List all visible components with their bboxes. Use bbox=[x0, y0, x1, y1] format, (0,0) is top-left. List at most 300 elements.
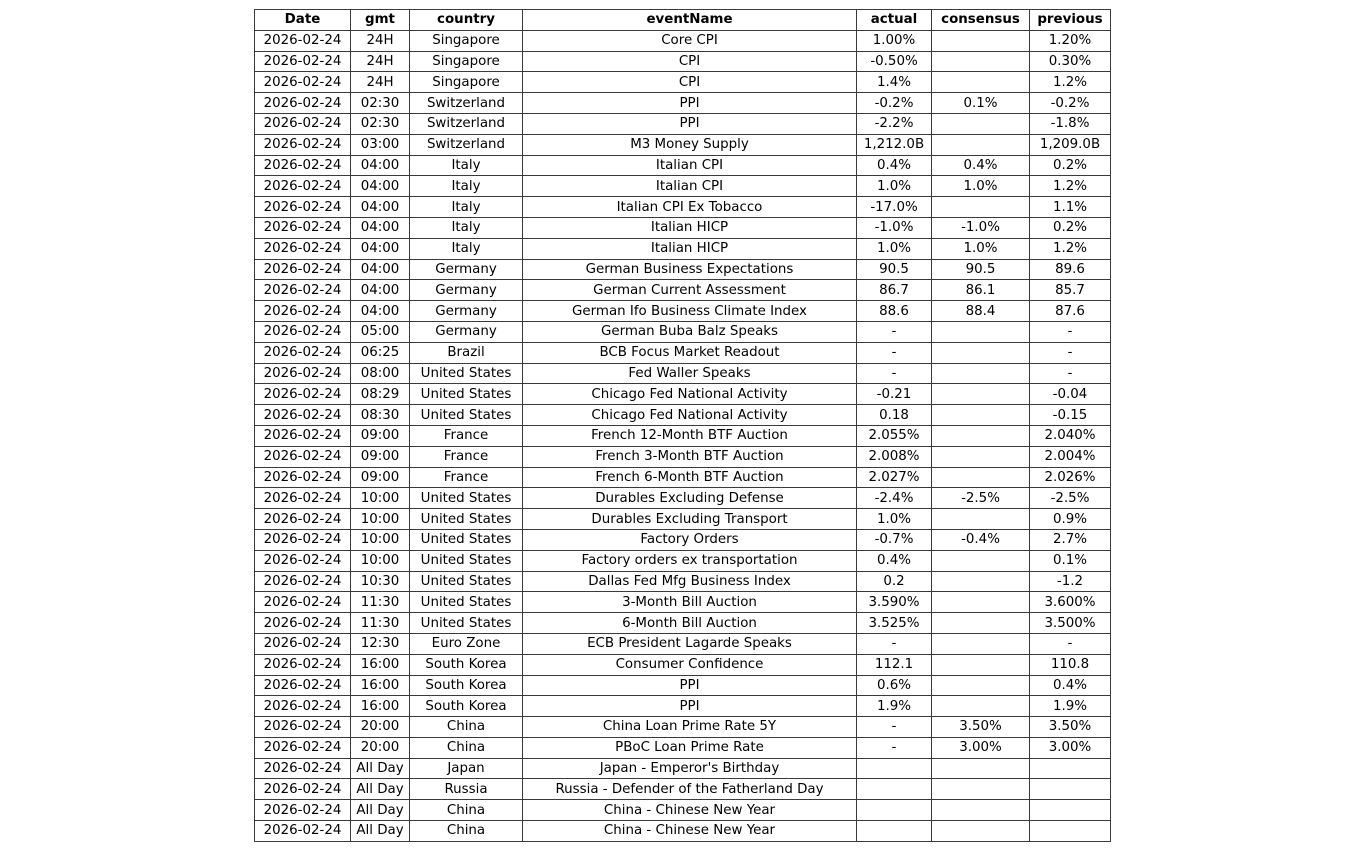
gmt-cell: 24H bbox=[351, 30, 410, 51]
previous-cell: 87.6 bbox=[1030, 301, 1111, 322]
actual-cell: -0.21 bbox=[857, 384, 932, 405]
date-cell: 2026-02-24 bbox=[255, 633, 351, 654]
event-name-cell: Durables Excluding Defense bbox=[523, 488, 857, 509]
table-row bbox=[255, 301, 1111, 322]
consensus-cell: 0.4% bbox=[932, 155, 1030, 176]
event-name-cell: Chicago Fed National Activity bbox=[523, 384, 857, 405]
consensus-cell bbox=[932, 509, 1030, 530]
date-cell: 2026-02-24 bbox=[255, 529, 351, 550]
previous-cell: 3.600% bbox=[1030, 592, 1111, 613]
event-name-cell: German Current Assessment bbox=[523, 280, 857, 301]
gmt-cell: 16:00 bbox=[351, 675, 410, 696]
date-cell: 2026-02-24 bbox=[255, 592, 351, 613]
actual-cell: 3.590% bbox=[857, 592, 932, 613]
consensus-cell bbox=[932, 425, 1030, 446]
actual-cell: 86.7 bbox=[857, 280, 932, 301]
country-cell: United States bbox=[410, 405, 523, 426]
previous-cell: 3.50% bbox=[1030, 717, 1111, 738]
gmt-cell: 10:00 bbox=[351, 529, 410, 550]
actual-cell bbox=[857, 779, 932, 800]
actual-cell bbox=[857, 821, 932, 842]
consensus-cell bbox=[932, 113, 1030, 134]
gmt-cell: All Day bbox=[351, 779, 410, 800]
country-cell: United States bbox=[410, 384, 523, 405]
actual-cell: - bbox=[857, 363, 932, 384]
date-cell: 2026-02-24 bbox=[255, 197, 351, 218]
actual-cell: -0.2% bbox=[857, 93, 932, 114]
event-name-cell: M3 Money Supply bbox=[523, 134, 857, 155]
date-cell: 2026-02-24 bbox=[255, 425, 351, 446]
consensus-cell bbox=[932, 467, 1030, 488]
gmt-cell: 09:00 bbox=[351, 425, 410, 446]
previous-cell: -1.2 bbox=[1030, 571, 1111, 592]
actual-cell: 1.0% bbox=[857, 238, 932, 259]
previous-cell: 3.500% bbox=[1030, 613, 1111, 634]
previous-cell: - bbox=[1030, 633, 1111, 654]
country-cell: South Korea bbox=[410, 654, 523, 675]
event-name-cell: German Business Expectations bbox=[523, 259, 857, 280]
event-name-cell: Durables Excluding Transport bbox=[523, 509, 857, 530]
event-name-cell: China Loan Prime Rate 5Y bbox=[523, 717, 857, 738]
event-name-cell: Dallas Fed Mfg Business Index bbox=[523, 571, 857, 592]
actual-cell bbox=[857, 758, 932, 779]
economic-calendar-table-wrapper bbox=[254, 9, 1111, 842]
gmt-cell: 03:00 bbox=[351, 134, 410, 155]
table-row bbox=[255, 384, 1111, 405]
table-row bbox=[255, 280, 1111, 301]
table-row bbox=[255, 800, 1111, 821]
economic-calendar-table bbox=[254, 9, 1111, 842]
country-cell: South Korea bbox=[410, 675, 523, 696]
date-cell: 2026-02-24 bbox=[255, 405, 351, 426]
table-row bbox=[255, 737, 1111, 758]
table-row bbox=[255, 571, 1111, 592]
table-row bbox=[255, 467, 1111, 488]
table-row bbox=[255, 550, 1111, 571]
country-cell: Switzerland bbox=[410, 113, 523, 134]
table-row bbox=[255, 155, 1111, 176]
table-row bbox=[255, 821, 1111, 842]
event-name-cell: Factory orders ex transportation bbox=[523, 550, 857, 571]
table-row bbox=[255, 592, 1111, 613]
actual-cell: - bbox=[857, 717, 932, 738]
date-cell: 2026-02-24 bbox=[255, 259, 351, 280]
date-cell: 2026-02-24 bbox=[255, 550, 351, 571]
gmt-cell: 04:00 bbox=[351, 301, 410, 322]
header-actual: actual bbox=[857, 10, 932, 31]
gmt-cell: 04:00 bbox=[351, 259, 410, 280]
event-name-cell: Italian CPI bbox=[523, 155, 857, 176]
country-cell: United States bbox=[410, 613, 523, 634]
gmt-cell: 02:30 bbox=[351, 93, 410, 114]
previous-cell: -0.04 bbox=[1030, 384, 1111, 405]
gmt-cell: 08:00 bbox=[351, 363, 410, 384]
date-cell: 2026-02-24 bbox=[255, 571, 351, 592]
event-name-cell: Italian CPI Ex Tobacco bbox=[523, 197, 857, 218]
country-cell: United States bbox=[410, 363, 523, 384]
table-row bbox=[255, 488, 1111, 509]
gmt-cell: 10:00 bbox=[351, 488, 410, 509]
consensus-cell bbox=[932, 800, 1030, 821]
previous-cell bbox=[1030, 821, 1111, 842]
country-cell: Singapore bbox=[410, 72, 523, 93]
country-cell: China bbox=[410, 800, 523, 821]
previous-cell: 0.30% bbox=[1030, 51, 1111, 72]
table-body bbox=[255, 30, 1111, 841]
table-row bbox=[255, 72, 1111, 93]
consensus-cell bbox=[932, 821, 1030, 842]
event-name-cell: PPI bbox=[523, 93, 857, 114]
country-cell: Germany bbox=[410, 259, 523, 280]
date-cell: 2026-02-24 bbox=[255, 51, 351, 72]
country-cell: Italy bbox=[410, 155, 523, 176]
event-name-cell: PPI bbox=[523, 113, 857, 134]
event-name-cell: ECB President Lagarde Speaks bbox=[523, 633, 857, 654]
table-header bbox=[255, 10, 1111, 31]
actual-cell: - bbox=[857, 321, 932, 342]
event-name-cell: French 6-Month BTF Auction bbox=[523, 467, 857, 488]
date-cell: 2026-02-24 bbox=[255, 779, 351, 800]
date-cell: 2026-02-24 bbox=[255, 113, 351, 134]
table-row bbox=[255, 134, 1111, 155]
table-row bbox=[255, 654, 1111, 675]
actual-cell: - bbox=[857, 737, 932, 758]
country-cell: Switzerland bbox=[410, 93, 523, 114]
gmt-cell: 04:00 bbox=[351, 280, 410, 301]
actual-cell: 0.6% bbox=[857, 675, 932, 696]
header-gmt: gmt bbox=[351, 10, 410, 31]
gmt-cell: 16:00 bbox=[351, 696, 410, 717]
date-cell: 2026-02-24 bbox=[255, 93, 351, 114]
date-cell: 2026-02-24 bbox=[255, 446, 351, 467]
previous-cell: 2.026% bbox=[1030, 467, 1111, 488]
actual-cell: 0.2 bbox=[857, 571, 932, 592]
table-row bbox=[255, 113, 1111, 134]
country-cell: Singapore bbox=[410, 51, 523, 72]
consensus-cell bbox=[932, 654, 1030, 675]
table-row bbox=[255, 405, 1111, 426]
event-name-cell: Chicago Fed National Activity bbox=[523, 405, 857, 426]
table-row bbox=[255, 613, 1111, 634]
previous-cell: -0.2% bbox=[1030, 93, 1111, 114]
date-cell: 2026-02-24 bbox=[255, 30, 351, 51]
actual-cell: 1.0% bbox=[857, 176, 932, 197]
event-name-cell: Factory Orders bbox=[523, 529, 857, 550]
consensus-cell bbox=[932, 613, 1030, 634]
table-row bbox=[255, 779, 1111, 800]
event-name-cell: French 3-Month BTF Auction bbox=[523, 446, 857, 467]
consensus-cell bbox=[932, 633, 1030, 654]
gmt-cell: 04:00 bbox=[351, 238, 410, 259]
consensus-cell bbox=[932, 197, 1030, 218]
gmt-cell: 09:00 bbox=[351, 467, 410, 488]
event-name-cell: Italian CPI bbox=[523, 176, 857, 197]
actual-cell: 2.055% bbox=[857, 425, 932, 446]
previous-cell: 110.8 bbox=[1030, 654, 1111, 675]
table-row bbox=[255, 30, 1111, 51]
table-row bbox=[255, 363, 1111, 384]
table-row bbox=[255, 425, 1111, 446]
consensus-cell bbox=[932, 134, 1030, 155]
gmt-cell: 09:00 bbox=[351, 446, 410, 467]
consensus-cell: 88.4 bbox=[932, 301, 1030, 322]
actual-cell: 90.5 bbox=[857, 259, 932, 280]
consensus-cell: 86.1 bbox=[932, 280, 1030, 301]
date-cell: 2026-02-24 bbox=[255, 238, 351, 259]
consensus-cell bbox=[932, 342, 1030, 363]
previous-cell bbox=[1030, 758, 1111, 779]
gmt-cell: 12:30 bbox=[351, 633, 410, 654]
actual-cell bbox=[857, 800, 932, 821]
gmt-cell: 10:30 bbox=[351, 571, 410, 592]
previous-cell: - bbox=[1030, 363, 1111, 384]
consensus-cell bbox=[932, 30, 1030, 51]
date-cell: 2026-02-24 bbox=[255, 217, 351, 238]
consensus-cell bbox=[932, 51, 1030, 72]
date-cell: 2026-02-24 bbox=[255, 321, 351, 342]
event-name-cell: BCB Focus Market Readout bbox=[523, 342, 857, 363]
consensus-cell: -1.0% bbox=[932, 217, 1030, 238]
actual-cell: -17.0% bbox=[857, 197, 932, 218]
previous-cell: 1.9% bbox=[1030, 696, 1111, 717]
date-cell: 2026-02-24 bbox=[255, 675, 351, 696]
consensus-cell: 3.50% bbox=[932, 717, 1030, 738]
header-country: country bbox=[410, 10, 523, 31]
event-name-cell: Russia - Defender of the Fatherland Day bbox=[523, 779, 857, 800]
country-cell: Switzerland bbox=[410, 134, 523, 155]
header-consensus: consensus bbox=[932, 10, 1030, 31]
country-cell: France bbox=[410, 425, 523, 446]
date-cell: 2026-02-24 bbox=[255, 696, 351, 717]
table-row bbox=[255, 51, 1111, 72]
country-cell: Italy bbox=[410, 176, 523, 197]
table-row bbox=[255, 238, 1111, 259]
actual-cell: 1.9% bbox=[857, 696, 932, 717]
actual-cell: 1.0% bbox=[857, 509, 932, 530]
table-row bbox=[255, 446, 1111, 467]
table-row bbox=[255, 197, 1111, 218]
consensus-cell: 90.5 bbox=[932, 259, 1030, 280]
country-cell: Singapore bbox=[410, 30, 523, 51]
date-cell: 2026-02-24 bbox=[255, 717, 351, 738]
consensus-cell bbox=[932, 550, 1030, 571]
table-row bbox=[255, 758, 1111, 779]
gmt-cell: 16:00 bbox=[351, 654, 410, 675]
actual-cell: -0.7% bbox=[857, 529, 932, 550]
gmt-cell: 11:30 bbox=[351, 613, 410, 634]
previous-cell: 0.1% bbox=[1030, 550, 1111, 571]
date-cell: 2026-02-24 bbox=[255, 488, 351, 509]
consensus-cell: 0.1% bbox=[932, 93, 1030, 114]
previous-cell bbox=[1030, 800, 1111, 821]
previous-cell: 1.2% bbox=[1030, 72, 1111, 93]
country-cell: South Korea bbox=[410, 696, 523, 717]
gmt-cell: 11:30 bbox=[351, 592, 410, 613]
header-event-name: eventName bbox=[523, 10, 857, 31]
event-name-cell: Core CPI bbox=[523, 30, 857, 51]
country-cell: United States bbox=[410, 509, 523, 530]
consensus-cell bbox=[932, 405, 1030, 426]
actual-cell: -2.2% bbox=[857, 113, 932, 134]
gmt-cell: All Day bbox=[351, 800, 410, 821]
gmt-cell: 06:25 bbox=[351, 342, 410, 363]
gmt-cell: 05:00 bbox=[351, 321, 410, 342]
country-cell: Germany bbox=[410, 280, 523, 301]
event-name-cell: 6-Month Bill Auction bbox=[523, 613, 857, 634]
actual-cell: 2.027% bbox=[857, 467, 932, 488]
date-cell: 2026-02-24 bbox=[255, 654, 351, 675]
header-row bbox=[255, 10, 1111, 31]
consensus-cell: -0.4% bbox=[932, 529, 1030, 550]
gmt-cell: All Day bbox=[351, 758, 410, 779]
previous-cell: 2.004% bbox=[1030, 446, 1111, 467]
consensus-cell bbox=[932, 446, 1030, 467]
date-cell: 2026-02-24 bbox=[255, 342, 351, 363]
event-name-cell: PBoC Loan Prime Rate bbox=[523, 737, 857, 758]
consensus-cell: 1.0% bbox=[932, 238, 1030, 259]
previous-cell: 85.7 bbox=[1030, 280, 1111, 301]
gmt-cell: 04:00 bbox=[351, 155, 410, 176]
gmt-cell: 10:00 bbox=[351, 550, 410, 571]
previous-cell: 1.2% bbox=[1030, 238, 1111, 259]
actual-cell: 1,212.0B bbox=[857, 134, 932, 155]
country-cell: United States bbox=[410, 571, 523, 592]
header-previous: previous bbox=[1030, 10, 1111, 31]
previous-cell: 1.2% bbox=[1030, 176, 1111, 197]
country-cell: Russia bbox=[410, 779, 523, 800]
gmt-cell: 20:00 bbox=[351, 737, 410, 758]
table-row bbox=[255, 675, 1111, 696]
date-cell: 2026-02-24 bbox=[255, 467, 351, 488]
previous-cell: -2.5% bbox=[1030, 488, 1111, 509]
table-row bbox=[255, 529, 1111, 550]
gmt-cell: 04:00 bbox=[351, 197, 410, 218]
country-cell: Italy bbox=[410, 217, 523, 238]
consensus-cell: 3.00% bbox=[932, 737, 1030, 758]
actual-cell: 0.4% bbox=[857, 155, 932, 176]
event-name-cell: 3-Month Bill Auction bbox=[523, 592, 857, 613]
gmt-cell: 04:00 bbox=[351, 217, 410, 238]
table-row bbox=[255, 321, 1111, 342]
country-cell: China bbox=[410, 737, 523, 758]
gmt-cell: 24H bbox=[351, 72, 410, 93]
country-cell: Germany bbox=[410, 321, 523, 342]
consensus-cell bbox=[932, 696, 1030, 717]
country-cell: United States bbox=[410, 488, 523, 509]
date-cell: 2026-02-24 bbox=[255, 72, 351, 93]
date-cell: 2026-02-24 bbox=[255, 176, 351, 197]
gmt-cell: 10:00 bbox=[351, 509, 410, 530]
previous-cell: - bbox=[1030, 342, 1111, 363]
actual-cell: 1.4% bbox=[857, 72, 932, 93]
event-name-cell: Consumer Confidence bbox=[523, 654, 857, 675]
consensus-cell bbox=[932, 384, 1030, 405]
event-name-cell: Japan - Emperor's Birthday bbox=[523, 758, 857, 779]
event-name-cell: Italian HICP bbox=[523, 217, 857, 238]
previous-cell: 3.00% bbox=[1030, 737, 1111, 758]
date-cell: 2026-02-24 bbox=[255, 737, 351, 758]
date-cell: 2026-02-24 bbox=[255, 509, 351, 530]
table-row bbox=[255, 93, 1111, 114]
actual-cell: 88.6 bbox=[857, 301, 932, 322]
event-name-cell: German Buba Balz Speaks bbox=[523, 321, 857, 342]
event-name-cell: Italian HICP bbox=[523, 238, 857, 259]
country-cell: Germany bbox=[410, 301, 523, 322]
previous-cell: 1.20% bbox=[1030, 30, 1111, 51]
event-name-cell: CPI bbox=[523, 72, 857, 93]
header-date: Date bbox=[255, 10, 351, 31]
previous-cell: 1,209.0B bbox=[1030, 134, 1111, 155]
table-row bbox=[255, 696, 1111, 717]
previous-cell: 0.2% bbox=[1030, 217, 1111, 238]
country-cell: Italy bbox=[410, 238, 523, 259]
actual-cell: -2.4% bbox=[857, 488, 932, 509]
gmt-cell: 20:00 bbox=[351, 717, 410, 738]
consensus-cell bbox=[932, 571, 1030, 592]
table-row bbox=[255, 217, 1111, 238]
gmt-cell: 04:00 bbox=[351, 176, 410, 197]
previous-cell: - bbox=[1030, 321, 1111, 342]
consensus-cell: 1.0% bbox=[932, 176, 1030, 197]
actual-cell: 3.525% bbox=[857, 613, 932, 634]
table-row bbox=[255, 717, 1111, 738]
date-cell: 2026-02-24 bbox=[255, 301, 351, 322]
table-row bbox=[255, 259, 1111, 280]
country-cell: Italy bbox=[410, 197, 523, 218]
previous-cell: 0.2% bbox=[1030, 155, 1111, 176]
gmt-cell: 08:29 bbox=[351, 384, 410, 405]
gmt-cell: 24H bbox=[351, 51, 410, 72]
previous-cell: 89.6 bbox=[1030, 259, 1111, 280]
actual-cell: 1.00% bbox=[857, 30, 932, 51]
country-cell: China bbox=[410, 821, 523, 842]
date-cell: 2026-02-24 bbox=[255, 280, 351, 301]
event-name-cell: Fed Waller Speaks bbox=[523, 363, 857, 384]
actual-cell: 2.008% bbox=[857, 446, 932, 467]
consensus-cell bbox=[932, 363, 1030, 384]
date-cell: 2026-02-24 bbox=[255, 758, 351, 779]
date-cell: 2026-02-24 bbox=[255, 800, 351, 821]
country-cell: United States bbox=[410, 529, 523, 550]
previous-cell: 2.7% bbox=[1030, 529, 1111, 550]
event-name-cell: PPI bbox=[523, 675, 857, 696]
consensus-cell bbox=[932, 779, 1030, 800]
country-cell: Japan bbox=[410, 758, 523, 779]
date-cell: 2026-02-24 bbox=[255, 363, 351, 384]
previous-cell: 0.4% bbox=[1030, 675, 1111, 696]
event-name-cell: PPI bbox=[523, 696, 857, 717]
previous-cell: -1.8% bbox=[1030, 113, 1111, 134]
gmt-cell: 02:30 bbox=[351, 113, 410, 134]
date-cell: 2026-02-24 bbox=[255, 384, 351, 405]
previous-cell: -0.15 bbox=[1030, 405, 1111, 426]
date-cell: 2026-02-24 bbox=[255, 155, 351, 176]
country-cell: Euro Zone bbox=[410, 633, 523, 654]
gmt-cell: 08:30 bbox=[351, 405, 410, 426]
table-row bbox=[255, 342, 1111, 363]
date-cell: 2026-02-24 bbox=[255, 134, 351, 155]
actual-cell: 112.1 bbox=[857, 654, 932, 675]
actual-cell: - bbox=[857, 633, 932, 654]
country-cell: France bbox=[410, 446, 523, 467]
country-cell: Brazil bbox=[410, 342, 523, 363]
event-name-cell: China - Chinese New Year bbox=[523, 800, 857, 821]
event-name-cell: China - Chinese New Year bbox=[523, 821, 857, 842]
country-cell: United States bbox=[410, 592, 523, 613]
table-row bbox=[255, 509, 1111, 530]
previous-cell: 0.9% bbox=[1030, 509, 1111, 530]
consensus-cell bbox=[932, 675, 1030, 696]
